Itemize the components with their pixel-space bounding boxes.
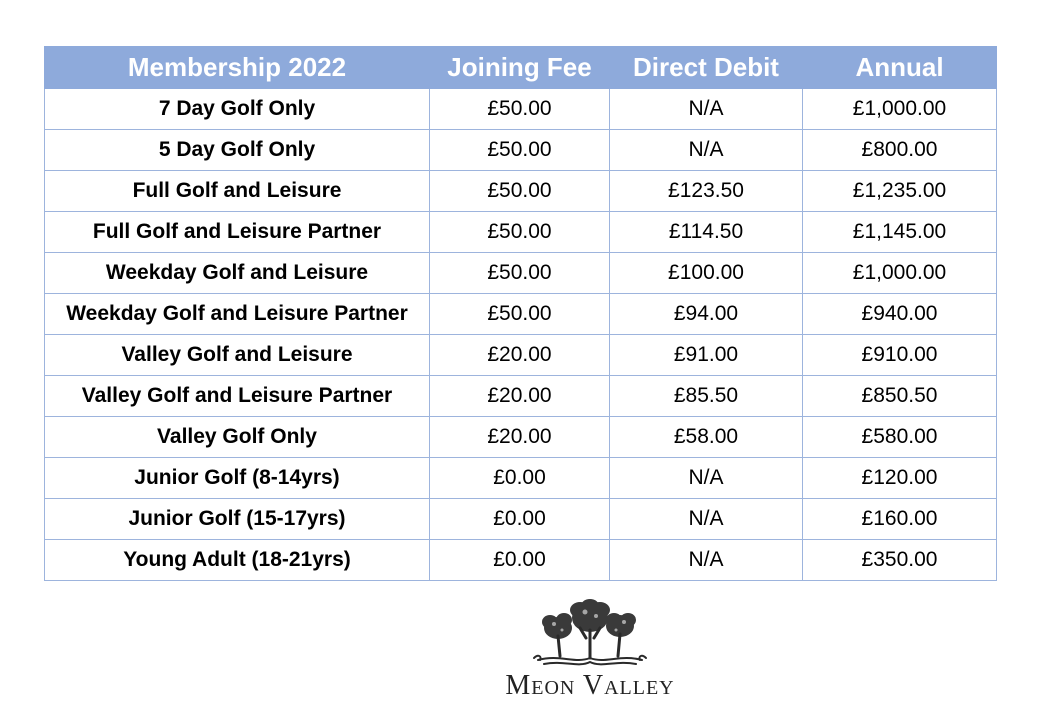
direct-debit: N/A (610, 89, 803, 130)
joining-fee: £0.00 (430, 499, 610, 540)
direct-debit: £94.00 (610, 294, 803, 335)
annual-fee: £940.00 (803, 294, 997, 335)
header-annual: Annual (803, 47, 997, 89)
annual-fee: £120.00 (803, 458, 997, 499)
direct-debit: N/A (610, 499, 803, 540)
membership-name: Junior Golf (15-17yrs) (45, 499, 430, 540)
table-row (45, 212, 997, 253)
annual-fee: £1,000.00 (803, 253, 997, 294)
header-direct-debit: Direct Debit (610, 47, 803, 89)
membership-name: 5 Day Golf Only (45, 130, 430, 171)
direct-debit: £91.00 (610, 335, 803, 376)
joining-fee: £50.00 (430, 253, 610, 294)
membership-name: Full Golf and Leisure Partner (45, 212, 430, 253)
table-row (45, 499, 997, 540)
header-joining-fee: Joining Fee (430, 47, 610, 89)
logo-text: Meon Valley (505, 670, 675, 701)
table-row (45, 335, 997, 376)
table-row (45, 540, 997, 581)
membership-name: Young Adult (18-21yrs) (45, 540, 430, 581)
direct-debit: N/A (610, 130, 803, 171)
table-row (45, 130, 997, 171)
table-row (45, 417, 997, 458)
membership-name: Weekday Golf and Leisure (45, 253, 430, 294)
annual-fee: £850.50 (803, 376, 997, 417)
direct-debit: £85.50 (610, 376, 803, 417)
direct-debit: £123.50 (610, 171, 803, 212)
direct-debit: N/A (610, 540, 803, 581)
joining-fee: £50.00 (430, 130, 610, 171)
joining-fee: £50.00 (430, 212, 610, 253)
annual-fee: £1,235.00 (803, 171, 997, 212)
direct-debit: £100.00 (610, 253, 803, 294)
joining-fee: £50.00 (430, 89, 610, 130)
table-row (45, 253, 997, 294)
table-row (45, 171, 997, 212)
annual-fee: £160.00 (803, 499, 997, 540)
direct-debit: £114.50 (610, 212, 803, 253)
annual-fee: £910.00 (803, 335, 997, 376)
table-row (45, 294, 997, 335)
membership-name: Valley Golf Only (45, 417, 430, 458)
trees-logo-icon (530, 598, 650, 670)
membership-name: Valley Golf and Leisure (45, 335, 430, 376)
joining-fee: £0.00 (430, 458, 610, 499)
joining-fee: £50.00 (430, 294, 610, 335)
membership-name: 7 Day Golf Only (45, 89, 430, 130)
joining-fee: £50.00 (430, 171, 610, 212)
direct-debit: N/A (610, 458, 803, 499)
table-row (45, 376, 997, 417)
membership-name: Valley Golf and Leisure Partner (45, 376, 430, 417)
joining-fee: £20.00 (430, 417, 610, 458)
joining-fee: £20.00 (430, 376, 610, 417)
joining-fee: £0.00 (430, 540, 610, 581)
annual-fee: £1,000.00 (803, 89, 997, 130)
membership-name: Junior Golf (8-14yrs) (45, 458, 430, 499)
table-row (45, 89, 997, 130)
annual-fee: £800.00 (803, 130, 997, 171)
meon-valley-logo (470, 598, 710, 708)
annual-fee: £1,145.00 (803, 212, 997, 253)
membership-table (44, 46, 997, 581)
header-membership: Membership 2022 (45, 47, 430, 89)
table-row (45, 458, 997, 499)
membership-name: Weekday Golf and Leisure Partner (45, 294, 430, 335)
membership-name: Full Golf and Leisure (45, 171, 430, 212)
annual-fee: £350.00 (803, 540, 997, 581)
joining-fee: £20.00 (430, 335, 610, 376)
table-header-row (45, 47, 997, 89)
annual-fee: £580.00 (803, 417, 997, 458)
direct-debit: £58.00 (610, 417, 803, 458)
